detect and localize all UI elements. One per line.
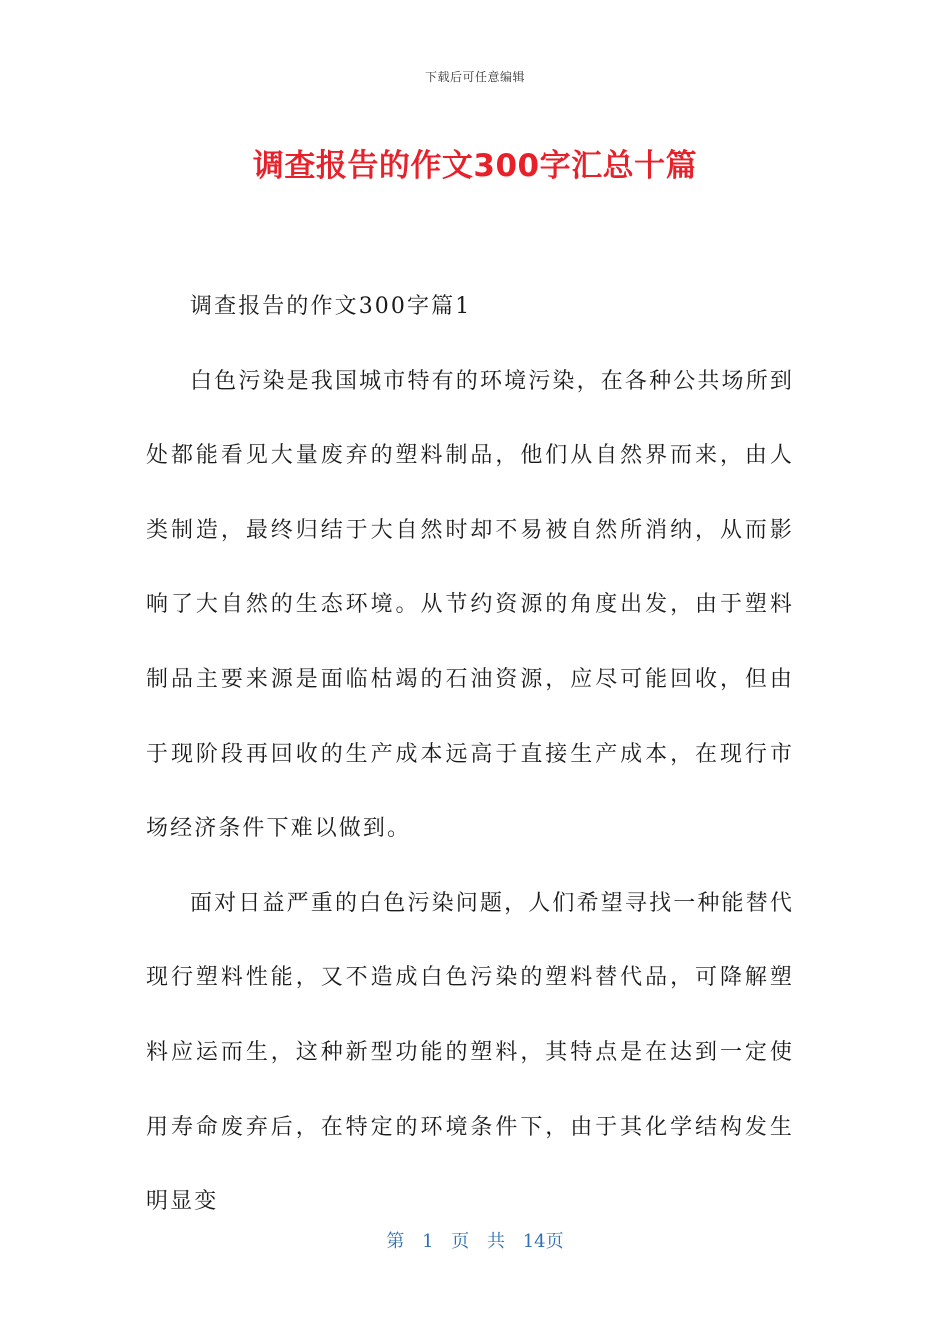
document-title: 调查报告的作文300字汇总十篇: [252, 148, 698, 184]
header-note: 下载后可任意编辑: [424, 70, 525, 84]
page-footer: [0, 1227, 950, 1253]
paragraph-2: 面对日益严重的白色污染问题，人们希望寻找一种能替代现行塑料性能，又不造成白色污染的塑料替代品，可降解塑料应运而生，这种新型功能的塑料，其特点是在达到一定使用寿命废弃后，在特定的环境条件下，由于其化学结构发生明显变: [146, 890, 794, 1215]
footer-label-gong: 共: [487, 1231, 505, 1252]
footer-total-pages: 14页: [522, 1231, 564, 1252]
footer-label-di: 第: [386, 1231, 405, 1252]
footer-current-page: 1: [422, 1231, 434, 1252]
document-body: [146, 270, 794, 1240]
paragraph-1: 白色污染是我国城市特有的环境污染，在各种公共场所到处都能看见大量废弃的塑料制品，他们从自然界而来，由人类制造，最终归结于大自然时却不易被自然所消纳，从而影响了大自然的生态环境。从节约资源的角度出发，由于塑料制品主要来源是面临枯竭的石油资源，应尽可能回收，但由于现阶段再回收的生产成本远高于直接生产成本，在现行市场经济条件下难以做到。: [146, 368, 794, 842]
footer-label-ye: 页: [451, 1231, 470, 1252]
section-heading: 调查报告的作文300字篇1: [190, 294, 472, 319]
